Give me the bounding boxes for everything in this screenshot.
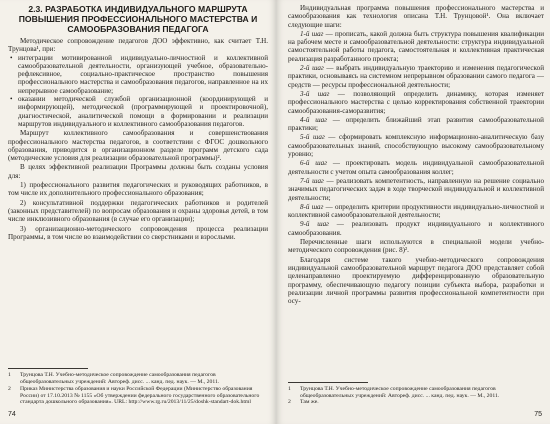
step-text: — позволяющий определить динамику, которая изменяет профессионального мастерства с целью корректирования собственной траектории самообразования-саморазвития; — [288, 89, 544, 115]
paragraph: Индивидуальная программа повышения профессионального мастерства и самообразования как технология описана Т.Н. Трунцовой¹. Она включает следующие шаги: — [288, 4, 544, 29]
step-label: 3-й шаг — [300, 89, 330, 98]
section-heading: 2.3. РАЗРАБОТКА ИНДИВИДУАЛЬНОГО МАРШРУТА ПОВЫШЕНИЯ ПРОФЕССИОНАЛЬНОГО МАСТЕРСТВА И САМООБРАЗОВАНИЯ ПЕДАГОГА — [18, 4, 258, 34]
right-page — [276, 0, 550, 424]
page-number: 75 — [534, 411, 542, 418]
paragraph: 2) консультативной поддержки педагогических работников и родителей (законных представителей) по вопросам образования и охраны здоровья детей, в том числе инклюзивного образования (в случае его организации); — [8, 198, 268, 224]
bullet-list — [8, 54, 268, 129]
step-item — [288, 64, 544, 89]
footnote — [8, 372, 268, 385]
step-label: 8-й шаг — [300, 202, 324, 211]
step-label: 1-й шаг — [300, 29, 324, 38]
intro-paragraph: Методическое сопровождение педагогов ДОО эффективно, как считает Т.Н. Трунцова¹, при: — [8, 37, 268, 54]
step-label: 4-й шаг — [300, 115, 327, 124]
bullet-text: оказании методической службой организационной (координирующей и информирующей), методической (программирующей и проектировочной), диагностической, аналитической помощи в формировании и реализации маршрутов индивидуального и коллективного самообразования педагогов. — [18, 95, 268, 128]
step-label: 5-й шаг — [300, 133, 325, 142]
footnote-number: 2 — [288, 399, 291, 406]
footnote-text: Трунцова Т.Н. Учебно-методическое сопровождение самообразования педагогов общеобразовательных учреждений: Автореф. дисс. ... канд. пед. наук. — М., 2011. — [300, 385, 500, 399]
step-text: — прописать, какой должна быть структура повышения квалификации на рабочем месте и самообразовательной деятельности: структура индивидуальной самостоятельной работы педагога, самостоятельная и коллективная практическая реализация разработанного проекта; — [288, 29, 544, 63]
step-label: 6-й шаг — [300, 159, 327, 168]
step-text: — реализовать продукт индивидуального и коллективного самообразования. — [288, 220, 544, 237]
step-item — [288, 133, 544, 158]
paragraph: Перечисленные шаги используются в специальной модели учебно-методического сопровождения (рис. 8)². — [288, 238, 544, 255]
footnote-divider — [8, 368, 88, 369]
footnote-text: Трунцова Т.Н. Учебно-методическое сопровождение самообразования педагогов общеобразовательных учреждений: Автореф. дисс. ... канд. пед. наук. — М., 2011. — [20, 372, 220, 386]
step-item — [288, 159, 544, 176]
footnote-text: Там же. — [300, 399, 319, 406]
step-text: — выбрать индивидуальную траекторию и изменения педагогической практики, основываясь на системном непрерывном образовании самого педагога — средств — ресурсы профессиональной деятельности; — [288, 64, 544, 89]
step-item — [288, 116, 544, 133]
footnote-number: 2 — [8, 385, 11, 392]
footnote — [288, 399, 544, 406]
footnote-number: 1 — [8, 372, 11, 379]
footnote-number: 1 — [288, 385, 291, 392]
step-item — [288, 220, 544, 237]
bullet-marker: • — [10, 95, 13, 104]
paragraph: 1) профессионального развития педагогических и руководящих работников, в том числе их дополнительного профессионального образования; — [8, 181, 268, 198]
bullet-text: интеграции мотивированной индивидуально-личностной и коллективной самообразовательной деятельности, организующей учебное, образовательно-рефлексивное, социально-практическое пространство повышения профессионального мастерства и самообразования педагогов, направленное на их непрерывное самообразование; — [18, 53, 268, 95]
step-item — [288, 177, 544, 202]
bullet-item — [8, 95, 268, 128]
step-item — [288, 90, 544, 115]
footnote — [288, 386, 544, 399]
step-text: — определить ближайший этап развития самообразовательной практики; — [288, 115, 544, 133]
step-text: — сформировать комплексную информационно-аналитическую базу самообразовательных знаний, способствующую высокому самообразовательному уровню; — [288, 133, 544, 159]
bullet-marker: • — [10, 53, 13, 62]
bullet-item — [8, 54, 268, 95]
step-text: — реализовать компетентность, направленную на решение социально значимых педагогических задач в ходе творческой индивидуальной и коллективной деятельности; — [288, 176, 545, 202]
paragraph: Благодаря системе такого учебно-методического сопровождения индивидуальной самообразовательной маршрут педагога ДОО представляет собой целенаправленно проектируемую дифференцированную образовательную программу, обеспечивающую педагогу позиции субъекта выбора, разработки и реализации личной программы развития профессиональной компетентности при осу- — [288, 255, 544, 306]
step-text: — определить критерии продуктивности индивидуально-личностной и коллективной самообразовательной деятельности; — [288, 202, 544, 220]
footnotes — [288, 376, 544, 406]
footnotes — [8, 362, 268, 406]
step-item — [288, 203, 544, 220]
page-number: 74 — [8, 411, 16, 418]
step-label: 9-й шаг — [300, 220, 329, 229]
footnote — [8, 386, 268, 406]
step-text: — проектировать модель индивидуальной самообразовательной деятельности с учетом опыта самообразования коллег; — [288, 159, 544, 176]
footnote-divider — [288, 382, 368, 383]
step-label: 7-й шаг — [300, 176, 324, 185]
step-item — [288, 30, 544, 63]
paragraph: 3) организационно-методического сопровождения процесса реализации Программы, в том числе во взаимодействии со сверстниками и взрослыми. — [8, 224, 268, 241]
step-label: 2-й шаг — [300, 64, 324, 73]
paragraph: В целях эффективной реализации Программы должны быть созданы условия для: — [8, 163, 268, 180]
paragraph: Маршрут коллективного самообразования и совершенствования профессионального мастерства педагогов, в соответствии с ФГОС дошкольного образования, приводится в организационном разделе программ детского сада (методические условия для реализации образовательной программы)². — [8, 129, 268, 163]
footnote-text: Приказ Министерства образования и науки Российской Федерации (Министерство образования России) от 17.10.2013 № 1155 «Об утверждении федерального государственного образовательного стандарта дошкольного образования». URL: http://www.rg.ru/2013/11/25/doshk-standart-dok.html — [20, 385, 260, 406]
